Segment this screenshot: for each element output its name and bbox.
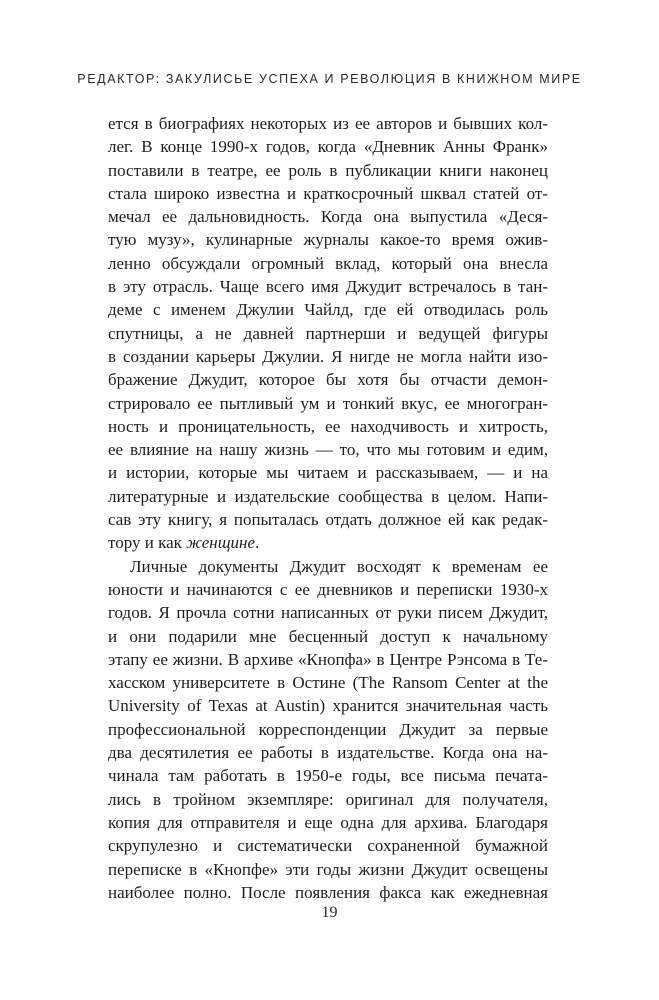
- text-line: поставили в театре, ее роль в публикации книги наконец: [108, 160, 548, 180]
- text-run: .: [255, 533, 260, 553]
- text-line: лег. В конце 1990-х годов, когда «Дневник Анны Франк»: [108, 137, 548, 157]
- text-line: стрировало ее пытливый ум и тонкий вкус, ее многогран-: [108, 393, 548, 413]
- text-line: годов. Я прочла сотни написанных от руки писем Джудит,: [108, 603, 548, 623]
- text-line: лись в тройном экземпляре: оригинал для получателя,: [108, 789, 548, 809]
- text-line: в создании карьеры Джулии. Я нигде не могла найти изо-: [108, 346, 548, 366]
- text-line: сав эту книгу, я попыталась отдать должное ей как редак-: [108, 510, 548, 530]
- text-line: и они подарили мне бесценный доступ к начальному: [108, 626, 548, 646]
- text-line: чинала там работать в 1950-е годы, все письма печата-: [108, 766, 548, 786]
- text-line: копия для отправителя и еще одна для архива. Благодаря: [108, 812, 548, 832]
- text-line: профессиональной корреспонденции Джудит за первые: [108, 719, 548, 739]
- text-line: Личные документы Джудит восходят к временам ее: [130, 556, 548, 576]
- body-text: [108, 112, 548, 904]
- text-run: тору и как: [108, 533, 187, 553]
- running-head: РЕДАКТОР: ЗАКУЛИСЬЕ УСПЕХА И РЕВОЛЮЦИЯ В КНИЖНОМ МИРЕ: [77, 72, 582, 86]
- text-line: хасском университете в Остине (The Ransom Center at the: [108, 673, 548, 693]
- text-line: литературные и издательские сообщества в целом. Напи-: [108, 486, 548, 506]
- text-line: переписке в «Кнопфе» эти годы жизни Джудит освещены: [108, 859, 548, 879]
- italic-word: женщине: [186, 533, 256, 553]
- paragraph-1: [108, 112, 548, 531]
- text-line: спутницы, а не давней партнерши и ведущей фигуры: [108, 323, 548, 343]
- text-line: юности и начинаются с ее дневников и переписки 1930-х: [108, 579, 548, 599]
- paragraph-2: [108, 555, 548, 904]
- text-line: тую музу», кулинарные журналы какое-то время ожив-: [108, 230, 548, 250]
- text-line: ее влияние на нашу жизнь — то, что мы готовим и едим,: [108, 440, 548, 460]
- paragraph-1-last-line: [108, 531, 548, 554]
- page-number: 19: [321, 904, 338, 921]
- text-line: стала широко известна и краткосрочный шквал статей от-: [108, 183, 548, 203]
- text-line: University of Texas at Austin) хранится значительная часть: [108, 696, 548, 716]
- text-line: ленно обсуждали огромный вклад, который она внесла: [108, 253, 548, 273]
- text-line: деме с именем Джулии Чайлд, где ей отводилась роль: [108, 300, 548, 320]
- text-line: ется в биографиях некоторых из ее авторов и бывших кол-: [108, 114, 548, 133]
- text-line: ность и проницательность, ее находчивость и хитрость,: [108, 416, 548, 436]
- text-line: наиболее полно. После появления факса как ежедневная: [108, 882, 548, 902]
- text-line: два десятилетия ее работы в издательстве. Когда она на-: [108, 743, 548, 763]
- text-line: и истории, которые мы читаем и рассказываем, — и на: [108, 463, 548, 483]
- text-line: этапу ее жизни. В архиве «Кнопфа» в Центре Рэнсома в Те-: [108, 649, 548, 669]
- text-line: бражение Джудит, которое бы хотя бы отчасти демон-: [108, 370, 548, 390]
- text-line: мечал ее дальновидность. Когда она выпустила «Деся-: [108, 207, 548, 227]
- text-line: скрупулезно и систематически сохраненной бумажной: [108, 836, 548, 856]
- text-line: в эту отрасль. Чаще всего имя Джудит встречалось в тан-: [108, 277, 548, 297]
